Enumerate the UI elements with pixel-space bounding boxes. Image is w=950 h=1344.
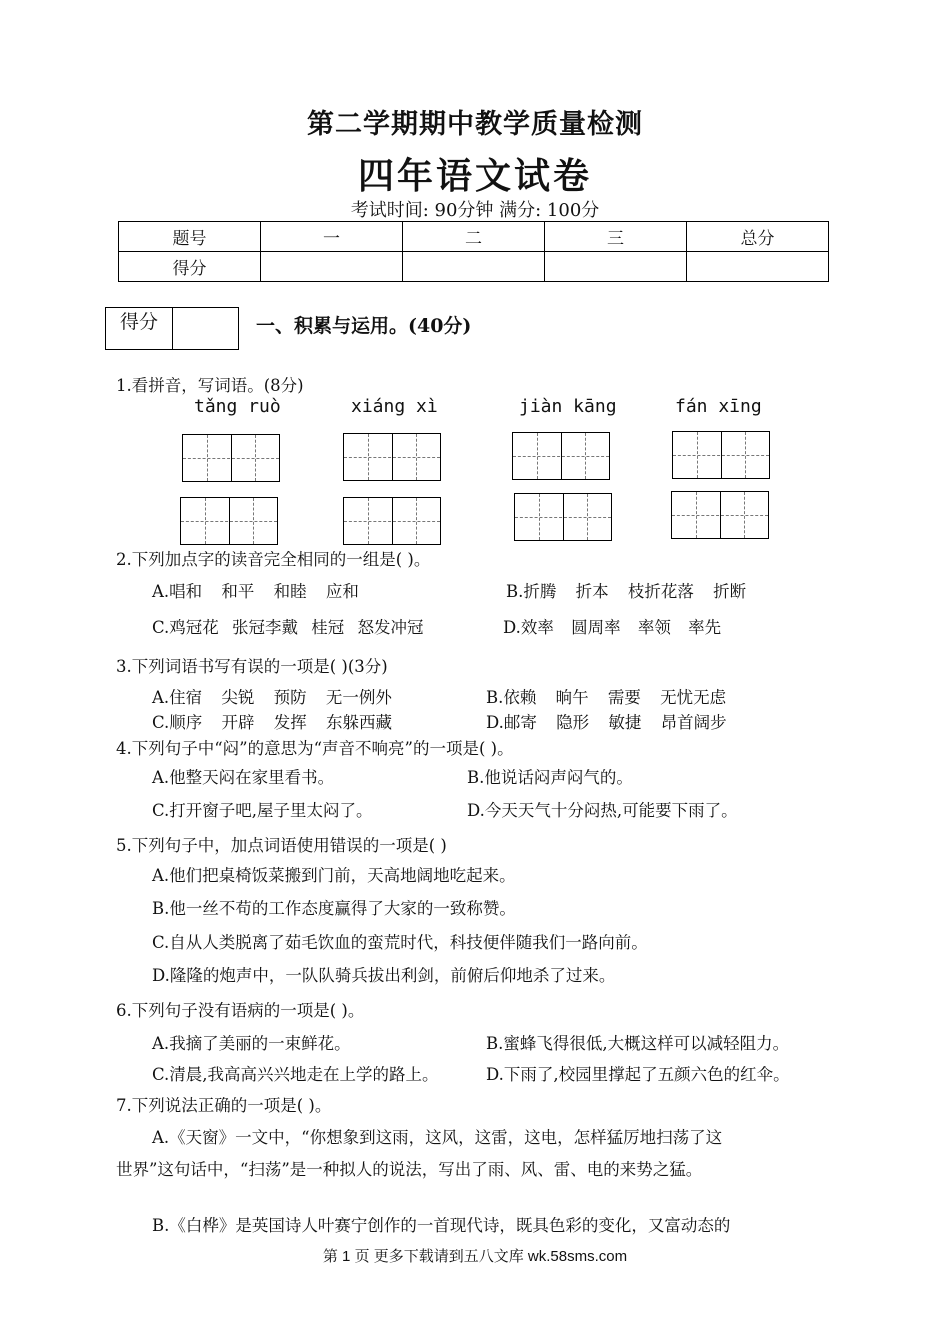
table-cell — [545, 252, 687, 282]
option-b: B.《白桦》是英国诗人叶赛宁创作的一首现代诗，既具色彩的变化，又富动态的 — [152, 1216, 731, 1235]
table-cell — [261, 252, 403, 282]
option-c: C.清晨,我高高兴兴地走在上学的路上。 — [152, 1065, 439, 1084]
question-6: 6.下列句子没有语病的一项是( )。 — [116, 1001, 365, 1020]
writing-grid[interactable] — [671, 491, 769, 539]
score-table — [118, 221, 829, 282]
writing-grid[interactable] — [514, 493, 612, 541]
writing-grid[interactable] — [182, 434, 280, 482]
table-cell: 总分 — [687, 222, 829, 252]
section-score-box — [105, 307, 239, 350]
table-cell: 一 — [261, 222, 403, 252]
option-a-continued: 世界”这句话中，“扫荡”是一种拟人的说法，写出了雨、风、雷、电的来势之猛。 — [116, 1160, 703, 1179]
table-cell — [687, 252, 829, 282]
question-3: 3.下列词语书写有误的一项是( )(3分) — [116, 657, 388, 676]
option-d: D.下雨了,校园里撑起了五颜六色的红伞。 — [486, 1065, 790, 1084]
option-b: B.他一丝不苟的工作态度赢得了大家的一致称赞。 — [152, 899, 516, 918]
writing-grid[interactable] — [180, 497, 278, 545]
table-cell: 三 — [545, 222, 687, 252]
exam-info: 考试时间: 90分钟 满分: 100分 — [350, 200, 600, 221]
score-table-header-row — [119, 222, 829, 252]
option-d: D.隆隆的炮声中，一队队骑兵拔出利剑，前俯后仰地杀了过来。 — [152, 966, 616, 985]
pinyin-4: fán xīng — [675, 396, 762, 417]
option-c: C.鸡冠花 张冠李戴 桂冠 怒发冲冠 — [152, 618, 424, 637]
exam-subtitle: 四年语文试卷 — [357, 155, 592, 197]
writing-grid[interactable] — [672, 431, 770, 479]
option-b: B.折腾 折本 枝折花落 折断 — [506, 582, 747, 601]
writing-grid[interactable] — [512, 432, 610, 480]
option-d: D.邮寄 隐形 敏捷 昂首阔步 — [486, 713, 727, 732]
table-cell — [403, 252, 545, 282]
question-2: 2.下列加点字的读音完全相同的一组是( )。 — [116, 550, 431, 569]
score-table-score-row — [119, 252, 829, 282]
option-a: A.住宿 尖锐 预防 无一例外 — [152, 688, 392, 707]
section-title: 一、积累与运用。(40分) — [256, 315, 472, 337]
table-cell: 二 — [403, 222, 545, 252]
question-1: 1.看拼音，写词语。(8分) — [116, 376, 304, 395]
question-7: 7.下列说法正确的一项是( )。 — [116, 1096, 332, 1115]
option-a: A.《天窗》一文中，“你想象到这雨，这风，这雷，这电，怎样猛厉地扫荡了这 — [152, 1128, 723, 1147]
option-d: D.效率 圆周率 率领 率先 — [503, 618, 722, 637]
table-cell: 题号 — [119, 222, 261, 252]
option-b: B.依赖 晌午 需要 无忧无虑 — [486, 688, 727, 707]
option-a: A.他整天闷在家里看书。 — [152, 768, 335, 787]
writing-grid[interactable] — [343, 433, 441, 481]
option-c: C.打开窗子吧,屋子里太闷了。 — [152, 801, 373, 820]
option-d: D.今天天气十分闷热,可能要下雨了。 — [467, 801, 738, 820]
section-score-label: 得分 — [106, 308, 173, 349]
option-b: B.蜜蜂飞得很低,大概这样可以减轻阻力。 — [486, 1034, 790, 1053]
option-a: A.我摘了美丽的一束鲜花。 — [152, 1034, 351, 1053]
pinyin-2: xiáng xì — [351, 396, 438, 417]
option-a: A.唱和 和平 和睦 应和 — [152, 582, 359, 601]
option-b: B.他说话闷声闷气的。 — [467, 768, 633, 787]
writing-grid[interactable] — [343, 497, 441, 545]
option-c: C.自从人类脱离了茹毛饮血的蛮荒时代，科技便伴随我们一路向前。 — [152, 933, 648, 952]
pinyin-3: jiàn kāng — [519, 396, 617, 417]
question-4: 4.下列句子中“闷”的意思为“声音不响亮”的一项是( )。 — [116, 739, 514, 758]
exam-title: 第二学期期中教学质量检测 — [307, 109, 643, 140]
pinyin-1: tǎng ruò — [194, 396, 281, 417]
page-footer: 第 1 页 更多下载请到五八文库 wk.58sms.com — [322, 1248, 628, 1265]
option-a: A.他们把桌椅饭菜搬到门前，天高地阔地吃起来。 — [152, 866, 516, 885]
option-c: C.顺序 开辟 发挥 东躲西藏 — [152, 713, 393, 732]
question-5: 5.下列句子中，加点词语使用错误的一项是( ) — [116, 836, 447, 855]
table-cell: 得分 — [119, 252, 261, 282]
